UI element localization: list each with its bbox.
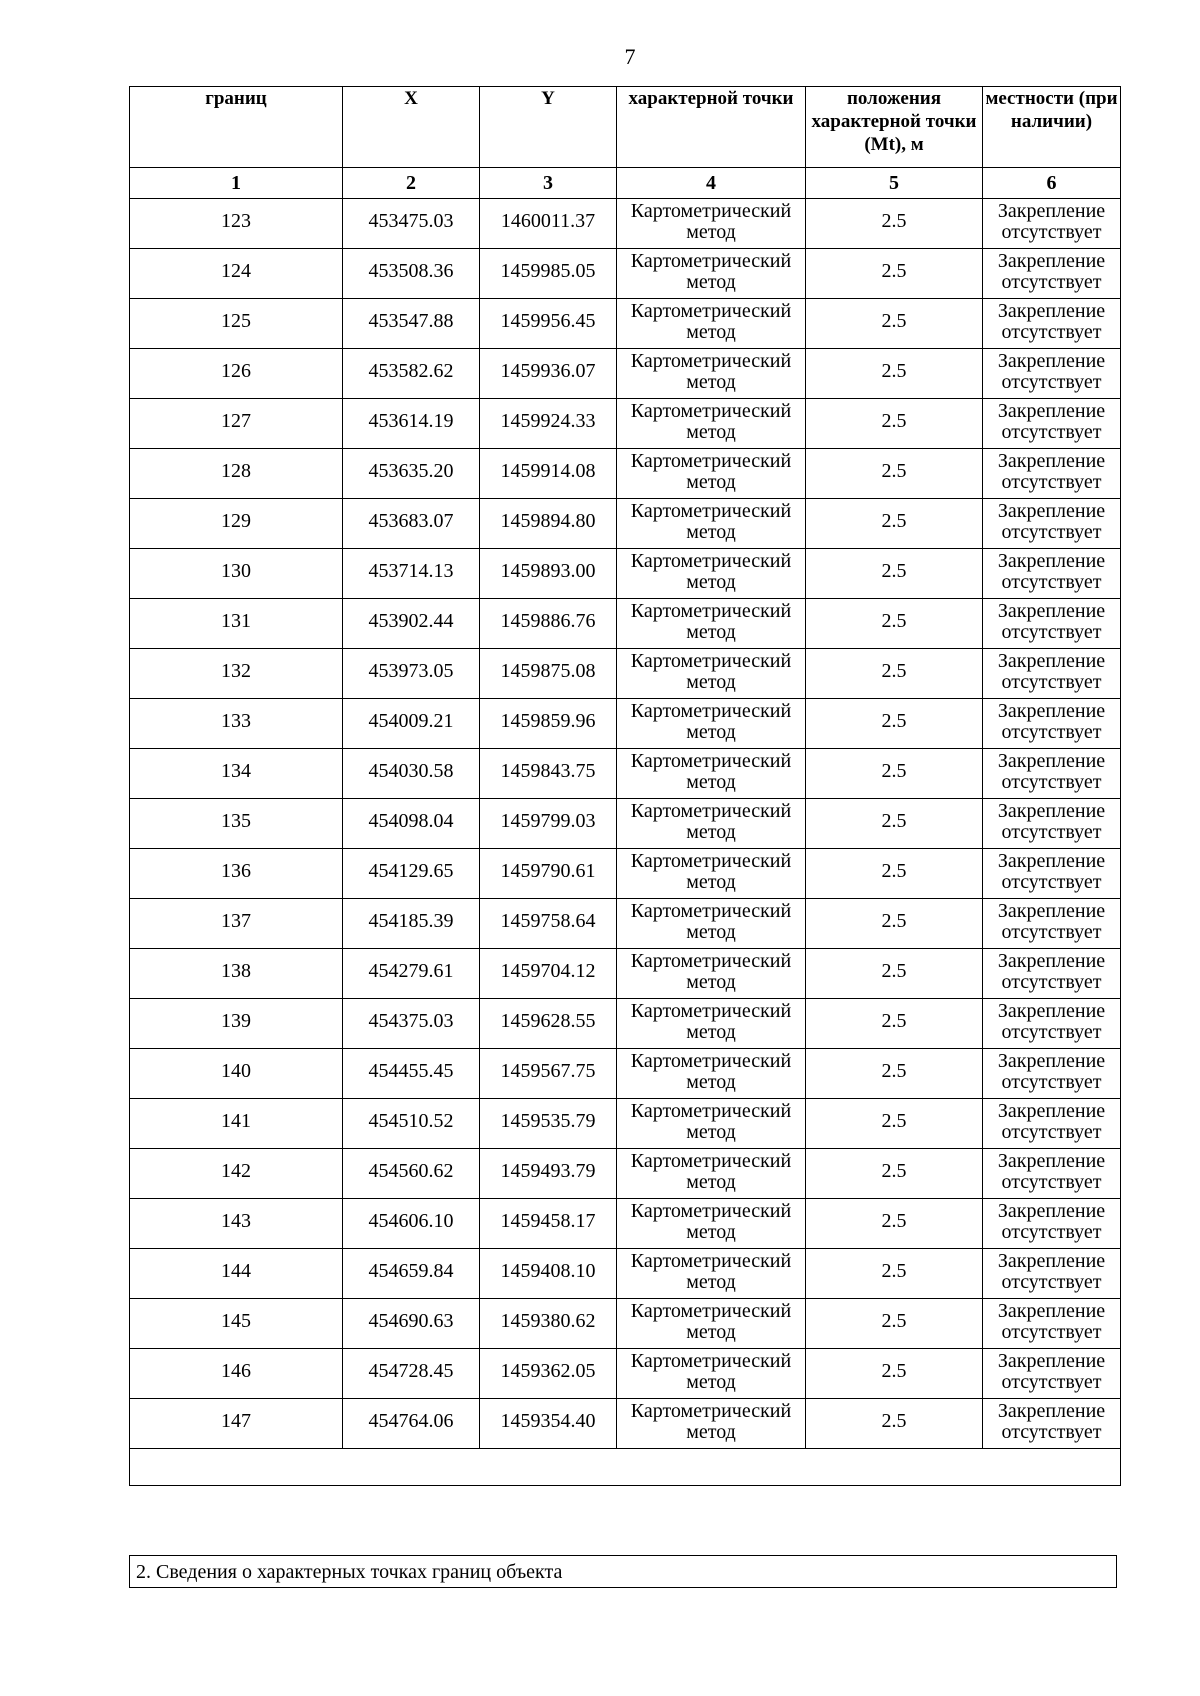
cell-point-number: 144 (130, 1249, 343, 1299)
cell-method: Картометрический метод (617, 449, 806, 499)
cell-point-number: 139 (130, 999, 343, 1049)
cell-point-number: 136 (130, 849, 343, 899)
header-boundary: границ (130, 87, 343, 168)
cell-accuracy: 2.5 (806, 1249, 983, 1299)
cell-accuracy: 2.5 (806, 599, 983, 649)
cell-accuracy: 2.5 (806, 299, 983, 349)
table-row (130, 199, 1121, 249)
column-number: 1 (130, 168, 343, 199)
cell-x: 453683.07 (343, 499, 480, 549)
table-row (130, 899, 1121, 949)
cell-x: 453475.03 (343, 199, 480, 249)
cell-y: 1459875.08 (480, 649, 617, 699)
cell-x: 454185.39 (343, 899, 480, 949)
cell-y: 1459458.17 (480, 1199, 617, 1249)
cell-method: Картометрический метод (617, 899, 806, 949)
cell-x: 453714.13 (343, 549, 480, 599)
cell-x: 454728.45 (343, 1349, 480, 1399)
cell-fixing: Закрепление отсутствует (983, 949, 1121, 999)
cell-accuracy: 2.5 (806, 999, 983, 1049)
cell-y: 1459985.05 (480, 249, 617, 299)
cell-x: 453614.19 (343, 399, 480, 449)
cell-x: 453582.62 (343, 349, 480, 399)
header-point-method: характерной точки (617, 87, 806, 168)
table-row (130, 949, 1121, 999)
cell-method: Картометрический метод (617, 849, 806, 899)
cell-fixing: Закрепление отсутствует (983, 1249, 1121, 1299)
cell-x: 453635.20 (343, 449, 480, 499)
table-row (130, 649, 1121, 699)
cell-fixing: Закрепление отсутствует (983, 1049, 1121, 1099)
table-row (130, 1099, 1121, 1149)
table-row (130, 499, 1121, 549)
cell-accuracy: 2.5 (806, 499, 983, 549)
cell-point-number: 126 (130, 349, 343, 399)
cell-y: 1459924.33 (480, 399, 617, 449)
cell-accuracy: 2.5 (806, 1199, 983, 1249)
cell-method: Картометрический метод (617, 949, 806, 999)
table-row (130, 249, 1121, 299)
cell-point-number: 142 (130, 1149, 343, 1199)
table-row (130, 1199, 1121, 1249)
cell-fixing: Закрепление отсутствует (983, 349, 1121, 399)
cell-y: 1459956.45 (480, 299, 617, 349)
table-row (130, 349, 1121, 399)
cell-x: 454375.03 (343, 999, 480, 1049)
cell-accuracy: 2.5 (806, 549, 983, 599)
cell-x: 454009.21 (343, 699, 480, 749)
cell-y: 1459790.61 (480, 849, 617, 899)
cell-method: Картометрический метод (617, 699, 806, 749)
cell-y: 1459758.64 (480, 899, 617, 949)
table-row (130, 1399, 1121, 1449)
cell-point-number: 141 (130, 1099, 343, 1149)
table-row (130, 849, 1121, 899)
table-row (130, 1049, 1121, 1099)
cell-x: 454129.65 (343, 849, 480, 899)
cell-point-number: 130 (130, 549, 343, 599)
cell-x: 454098.04 (343, 799, 480, 849)
cell-method: Картометрический метод (617, 199, 806, 249)
cell-method: Картометрический метод (617, 1399, 806, 1449)
cell-fixing: Закрепление отсутствует (983, 799, 1121, 849)
cell-fixing: Закрепление отсутствует (983, 1099, 1121, 1149)
cell-x: 453508.36 (343, 249, 480, 299)
cell-method: Картометрический метод (617, 349, 806, 399)
cell-fixing: Закрепление отсутствует (983, 199, 1121, 249)
cell-method: Картометрический метод (617, 749, 806, 799)
cell-y: 1459886.76 (480, 599, 617, 649)
cell-y: 1459914.08 (480, 449, 617, 499)
cell-accuracy: 2.5 (806, 749, 983, 799)
table-row (130, 1299, 1121, 1349)
cell-point-number: 133 (130, 699, 343, 749)
cell-x: 454764.06 (343, 1399, 480, 1449)
table-row (130, 749, 1121, 799)
cell-fixing: Закрепление отсутствует (983, 1349, 1121, 1399)
cell-x: 454606.10 (343, 1199, 480, 1249)
column-number: 6 (983, 168, 1121, 199)
cell-point-number: 132 (130, 649, 343, 699)
column-number-row (130, 168, 1121, 199)
cell-fixing: Закрепление отсутствует (983, 499, 1121, 549)
cell-fixing: Закрепление отсутствует (983, 749, 1121, 799)
cell-y: 1459628.55 (480, 999, 617, 1049)
cell-accuracy: 2.5 (806, 199, 983, 249)
cell-method: Картометрический метод (617, 1249, 806, 1299)
header-row (130, 87, 1121, 168)
cell-point-number: 140 (130, 1049, 343, 1099)
header-y: Y (480, 87, 617, 168)
cell-method: Картометрический метод (617, 1149, 806, 1199)
cell-accuracy: 2.5 (806, 249, 983, 299)
column-number: 5 (806, 168, 983, 199)
cell-y: 1459380.62 (480, 1299, 617, 1349)
column-number: 3 (480, 168, 617, 199)
table-row (130, 399, 1121, 449)
cell-method: Картометрический метод (617, 1199, 806, 1249)
cell-method: Картометрический метод (617, 499, 806, 549)
cell-method: Картометрический метод (617, 1099, 806, 1149)
cell-point-number: 123 (130, 199, 343, 249)
cell-y: 1459567.75 (480, 1049, 617, 1099)
table-row (130, 799, 1121, 849)
cell-y: 1459799.03 (480, 799, 617, 849)
cell-method: Картометрический метод (617, 599, 806, 649)
table-row (130, 549, 1121, 599)
coordinates-table (129, 86, 1121, 1486)
cell-point-number: 143 (130, 1199, 343, 1249)
cell-fixing: Закрепление отсутствует (983, 699, 1121, 749)
cell-point-number: 137 (130, 899, 343, 949)
cell-accuracy: 2.5 (806, 799, 983, 849)
table-row (130, 299, 1121, 349)
column-number: 2 (343, 168, 480, 199)
cell-x: 454659.84 (343, 1249, 480, 1299)
cell-accuracy: 2.5 (806, 399, 983, 449)
cell-y: 1459535.79 (480, 1099, 617, 1149)
cell-x: 454030.58 (343, 749, 480, 799)
cell-accuracy: 2.5 (806, 1299, 983, 1349)
table-row (130, 999, 1121, 1049)
cell-point-number: 146 (130, 1349, 343, 1399)
cell-accuracy: 2.5 (806, 349, 983, 399)
cell-accuracy: 2.5 (806, 699, 983, 749)
cell-accuracy: 2.5 (806, 1099, 983, 1149)
cell-point-number: 124 (130, 249, 343, 299)
header-x: X (343, 87, 480, 168)
empty-row (130, 1449, 1121, 1486)
cell-point-number: 128 (130, 449, 343, 499)
cell-method: Картометрический метод (617, 249, 806, 299)
cell-accuracy: 2.5 (806, 449, 983, 499)
cell-point-number: 125 (130, 299, 343, 349)
cell-x: 453547.88 (343, 299, 480, 349)
cell-accuracy: 2.5 (806, 1349, 983, 1399)
cell-x: 454455.45 (343, 1049, 480, 1099)
cell-fixing: Закрепление отсутствует (983, 549, 1121, 599)
cell-fixing: Закрепление отсутствует (983, 449, 1121, 499)
cell-fixing: Закрепление отсутствует (983, 1299, 1121, 1349)
cell-y: 1459493.79 (480, 1149, 617, 1199)
section-note: 2. Сведения о характерных точках границ объекта (129, 1555, 1117, 1588)
table-row (130, 699, 1121, 749)
cell-fixing: Закрепление отсутствует (983, 899, 1121, 949)
cell-point-number: 129 (130, 499, 343, 549)
cell-fixing: Закрепление отсутствует (983, 1399, 1121, 1449)
cell-point-number: 145 (130, 1299, 343, 1349)
cell-x: 454690.63 (343, 1299, 480, 1349)
cell-y: 1459843.75 (480, 749, 617, 799)
cell-y: 1459704.12 (480, 949, 617, 999)
cell-fixing: Закрепление отсутствует (983, 999, 1121, 1049)
cell-method: Картометрический метод (617, 999, 806, 1049)
cell-method: Картометрический метод (617, 1349, 806, 1399)
table-row (130, 1249, 1121, 1299)
cell-method: Картометрический метод (617, 649, 806, 699)
cell-x: 453973.05 (343, 649, 480, 699)
cell-fixing: Закрепление отсутствует (983, 399, 1121, 449)
cell-x: 453902.44 (343, 599, 480, 649)
cell-accuracy: 2.5 (806, 849, 983, 899)
cell-method: Картометрический метод (617, 549, 806, 599)
cell-y: 1460011.37 (480, 199, 617, 249)
cell-fixing: Закрепление отсутствует (983, 1149, 1121, 1199)
cell-point-number: 138 (130, 949, 343, 999)
cell-accuracy: 2.5 (806, 899, 983, 949)
cell-x: 454279.61 (343, 949, 480, 999)
cell-accuracy: 2.5 (806, 1149, 983, 1199)
cell-x: 454560.62 (343, 1149, 480, 1199)
cell-y: 1459362.05 (480, 1349, 617, 1399)
cell-fixing: Закрепление отсутствует (983, 849, 1121, 899)
table-body (130, 199, 1121, 1449)
cell-point-number: 134 (130, 749, 343, 799)
cell-method: Картометрический метод (617, 1299, 806, 1349)
cell-y: 1459859.96 (480, 699, 617, 749)
cell-accuracy: 2.5 (806, 949, 983, 999)
cell-y: 1459893.00 (480, 549, 617, 599)
page-number: 7 (624, 44, 636, 69)
cell-fixing: Закрепление отсутствует (983, 649, 1121, 699)
cell-point-number: 135 (130, 799, 343, 849)
header-accuracy: положения характерной точки (Mt), м (806, 87, 983, 168)
cell-method: Картометрический метод (617, 299, 806, 349)
cell-x: 454510.52 (343, 1099, 480, 1149)
cell-point-number: 131 (130, 599, 343, 649)
cell-accuracy: 2.5 (806, 1399, 983, 1449)
cell-point-number: 127 (130, 399, 343, 449)
cell-fixing: Закрепление отсутствует (983, 299, 1121, 349)
cell-y: 1459894.80 (480, 499, 617, 549)
empty-cell (130, 1449, 1121, 1486)
cell-method: Картометрический метод (617, 399, 806, 449)
table-row (130, 449, 1121, 499)
cell-accuracy: 2.5 (806, 649, 983, 699)
cell-y: 1459408.10 (480, 1249, 617, 1299)
header-terrain: местности (при наличии) (983, 87, 1121, 168)
cell-point-number: 147 (130, 1399, 343, 1449)
table-row (130, 599, 1121, 649)
cell-y: 1459936.07 (480, 349, 617, 399)
cell-fixing: Закрепление отсутствует (983, 1199, 1121, 1249)
cell-y: 1459354.40 (480, 1399, 617, 1449)
cell-fixing: Закрепление отсутствует (983, 599, 1121, 649)
column-number: 4 (617, 168, 806, 199)
table-row (130, 1349, 1121, 1399)
cell-accuracy: 2.5 (806, 1049, 983, 1099)
cell-method: Картометрический метод (617, 799, 806, 849)
cell-fixing: Закрепление отсутствует (983, 249, 1121, 299)
cell-method: Картометрический метод (617, 1049, 806, 1099)
table-row (130, 1149, 1121, 1199)
